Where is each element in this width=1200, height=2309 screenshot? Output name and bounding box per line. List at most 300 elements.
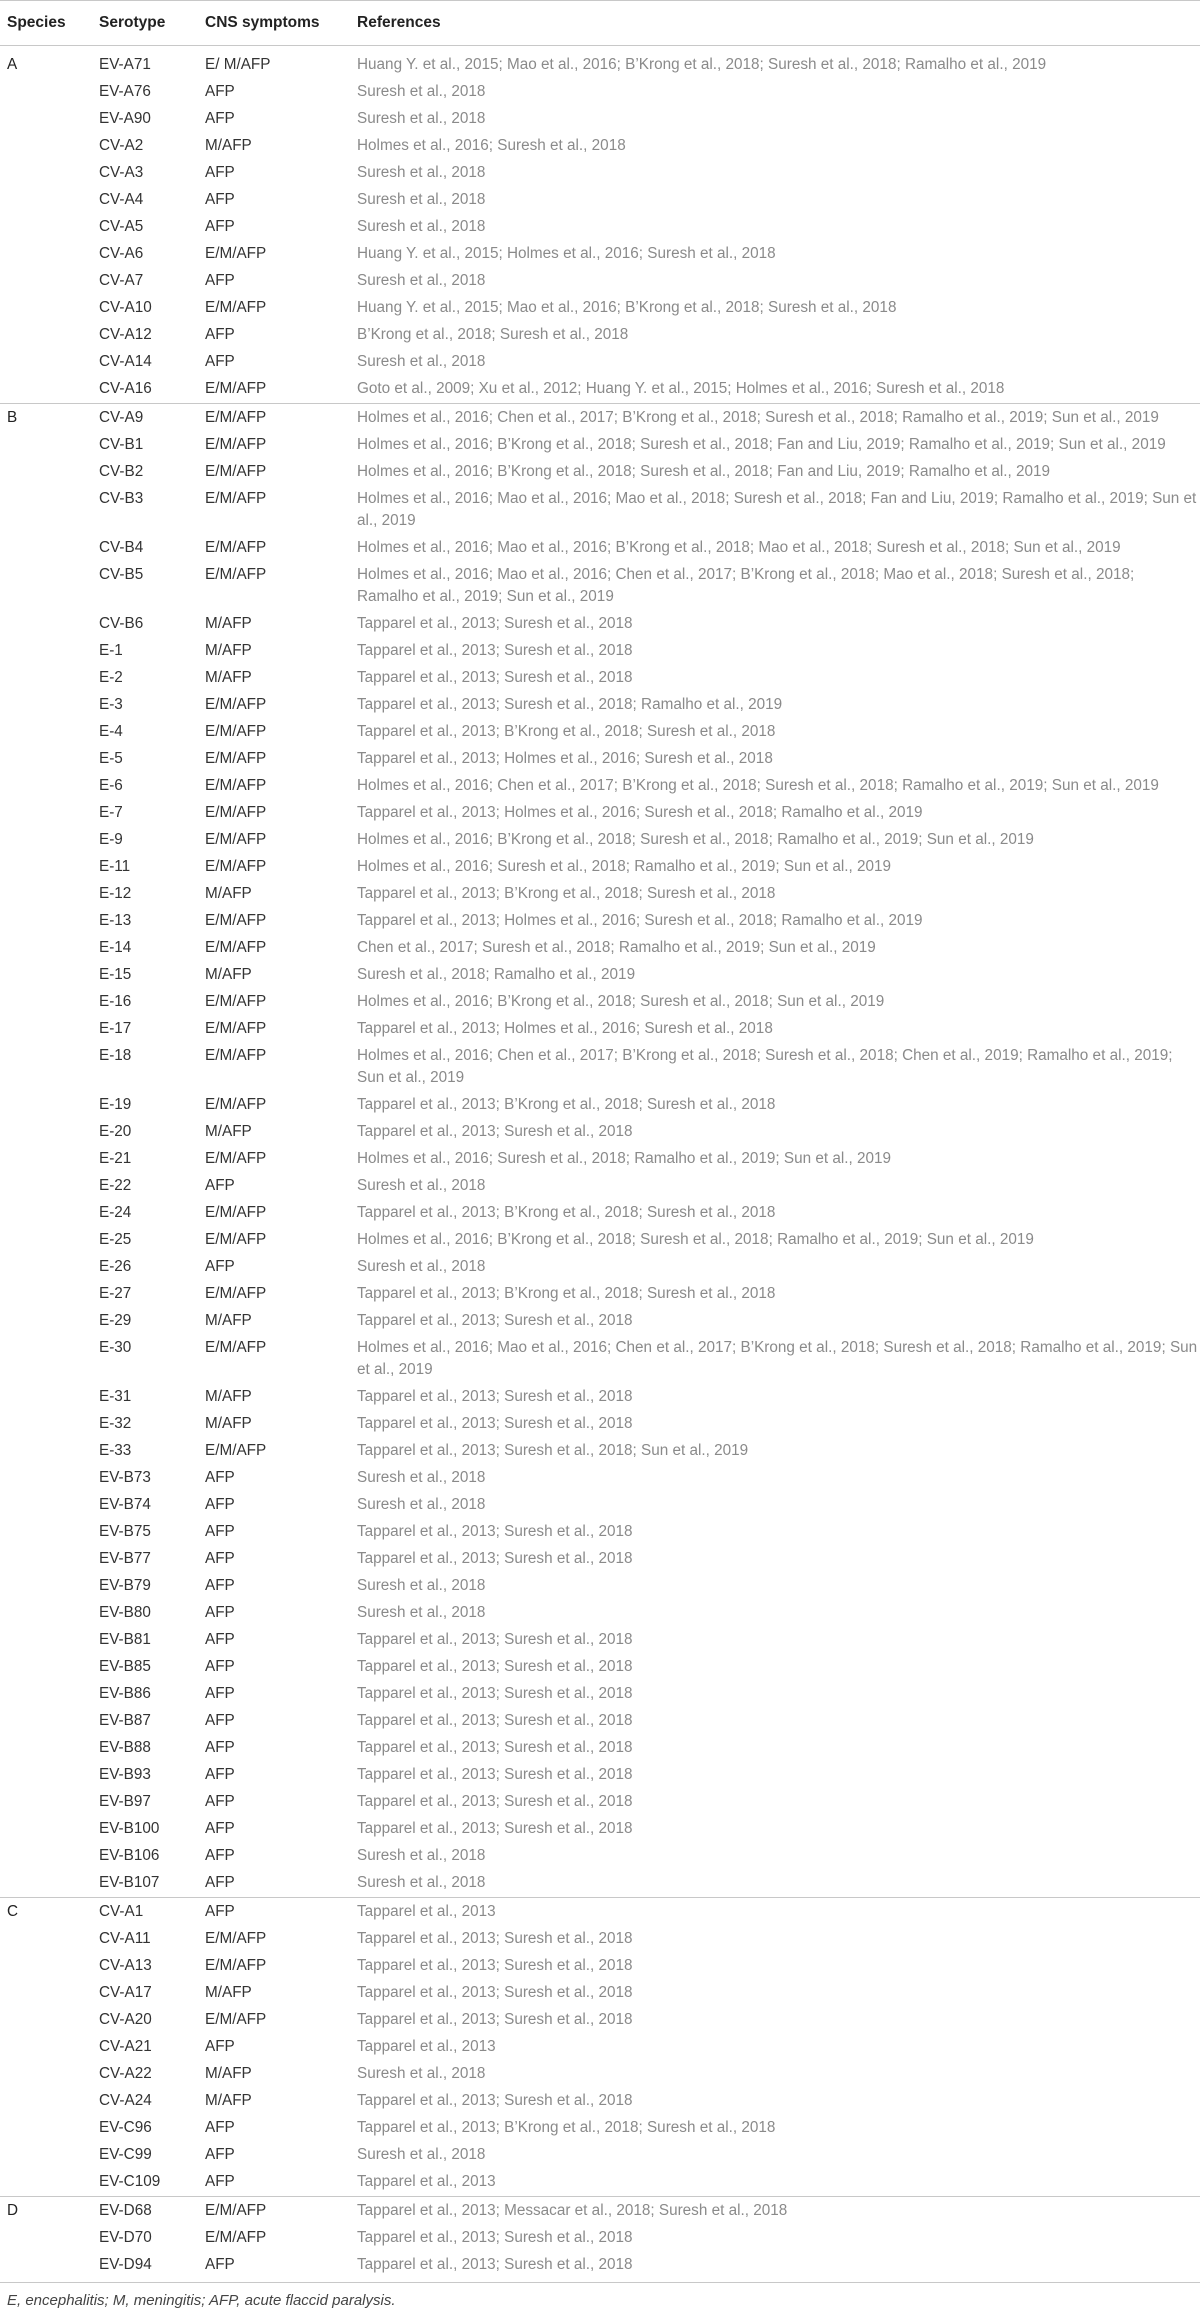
table-row [0,1735,1200,1762]
species-cell [0,665,91,692]
species-cell [0,1573,91,1600]
species-cell [0,1200,91,1227]
table-row [0,1411,1200,1438]
references-cell: Suresh et al., 2018 [357,2146,486,2163]
serotype-cell: E-11 [99,858,131,875]
cns-symptoms-cell: AFP [205,1469,235,1486]
cns-symptoms-cell: E/M/AFP [197,404,349,433]
cns-symptoms-cell: AFP [205,326,235,343]
references-cell: Tapparel et al., 2013; Suresh et al., 2018 [357,1793,633,1810]
table-row [0,1519,1200,1546]
references-cell: Tapparel et al., 2013; Suresh et al., 2018; Ramalho et al., 2019 [357,696,783,713]
table-row [0,1492,1200,1519]
table-row [0,1816,1200,1843]
references-cell: Holmes et al., 2016; B’Krong et al., 2018; Suresh et al., 2018; Fan and Liu, 2019; Ramalho et al., 2019 [357,463,1051,480]
table-row [0,638,1200,665]
cns-symptoms-cell: AFP [205,1604,235,1621]
species-cell [0,1092,91,1119]
cns-symptoms-cell: E/M/AFP [205,1285,267,1302]
serotype-cell: CV-A10 [99,299,152,316]
serotype-cell: E-30 [99,1339,132,1356]
references-cell: Tapparel et al., 2013; B’Krong et al., 2018; Suresh et al., 2018 [357,2119,776,2136]
species-cell [0,1492,91,1519]
table-row [0,1546,1200,1573]
table-row [0,160,1200,187]
serotype-cell: CV-A12 [99,326,152,343]
species-cell [0,935,91,962]
serotype-cell: EV-D94 [99,2256,152,2273]
table-row [0,187,1200,214]
cns-symptoms-cell: E/M/AFP [205,777,267,794]
serotype-cell: EV-B87 [99,1712,151,1729]
serotype-cell: EV-A90 [99,110,151,127]
cns-symptoms-cell: AFP [205,353,235,370]
references-cell: Tapparel et al., 2013; Suresh et al., 2018 [357,642,633,659]
species-cell [0,1681,91,1708]
table-footnote: E, encephalitis; M, meningitis; AFP, acute flaccid paralysis. [7,2292,396,2309]
table-row [0,432,1200,459]
cns-symptoms-cell: M/AFP [205,615,252,632]
cns-symptoms-cell: AFP [205,1577,235,1594]
cns-symptoms-cell: E/M/AFP [205,1047,267,1064]
species-cell [0,1843,91,1870]
serotype-cell: EV-B73 [99,1469,151,1486]
serotype-cell: EV-B97 [99,1793,151,1810]
table-row [0,989,1200,1016]
references-cell: Holmes et al., 2016; Suresh et al., 2018; Ramalho et al., 2019; Sun et al., 2019 [357,1150,892,1167]
cns-symptoms-cell: E/M/AFP [205,939,267,956]
table-row [0,1600,1200,1627]
cns-symptoms-cell: E/M/AFP [205,696,267,713]
header-serotype: Serotype [91,1,197,46]
table-row [0,1146,1200,1173]
table-row [0,2088,1200,2115]
species-cell [0,1119,91,1146]
table-row [0,800,1200,827]
table-row [0,881,1200,908]
references-cell: Tapparel et al., 2013; B’Krong et al., 2018; Suresh et al., 2018 [357,1096,776,1113]
cns-symptoms-cell: E/M/AFP [205,831,267,848]
references-cell: Tapparel et al., 2013; Suresh et al., 2018 [357,1415,633,1432]
cns-symptoms-cell: E/M/AFP [205,750,267,767]
cns-symptoms-cell: E/M/AFP [205,463,267,480]
cns-symptoms-cell: AFP [205,2256,235,2273]
table-row [0,1227,1200,1254]
references-cell: Tapparel et al., 2013 [349,1898,1200,1927]
references-cell: Tapparel et al., 2013; Suresh et al., 2018 [357,2229,633,2246]
species-cell [0,1465,91,1492]
cns-symptoms-cell: AFP [205,272,235,289]
table-header [0,1,1200,46]
table-row [0,1681,1200,1708]
species-cell [0,1870,91,1898]
serotype-cell: CV-A20 [99,2011,152,2028]
table-row [0,1953,1200,1980]
serotype-cell: CV-A9 [91,404,197,433]
cns-symptoms-cell: AFP [205,1847,235,1864]
species-cell [0,106,91,133]
references-cell: Holmes et al., 2016; Chen et al., 2017; B’Krong et al., 2018; Suresh et al., 2018; Ramalho et al., 2019; Sun et al., 2019 [357,777,1159,794]
references-cell: Suresh et al., 2018 [357,1258,486,1275]
cns-symptoms-cell: AFP [205,1177,235,1194]
table-row [0,1898,1200,1927]
header-references: References [349,1,1200,46]
cns-symptoms-cell: AFP [205,1631,235,1648]
serotype-cell: CV-A7 [99,272,144,289]
references-cell: Tapparel et al., 2013; B’Krong et al., 2018; Suresh et al., 2018 [357,1204,776,1221]
serotype-cell: E-25 [99,1231,132,1248]
serotype-cell: CV-A6 [99,245,144,262]
table-row [0,1926,1200,1953]
serotype-cell: CV-A5 [99,218,144,235]
serotype-cell: EV-B77 [99,1550,151,1567]
table-row [0,79,1200,106]
species-cell [0,611,91,638]
cns-symptoms-cell: E/M/AFP [205,858,267,875]
species-cell [0,1816,91,1843]
table-row [0,1173,1200,1200]
cns-symptoms-cell: AFP [205,1739,235,1756]
serotype-cell: CV-A11 [99,1930,151,1947]
serotype-cell: E-17 [99,1020,132,1037]
species-cell [0,638,91,665]
species-cell [0,2034,91,2061]
references-cell: Tapparel et al., 2013; Suresh et al., 2018 [357,2011,633,2028]
species-cell: D [0,2197,91,2226]
serotype-cell: E-24 [99,1204,132,1221]
serotype-cell: E-33 [99,1442,132,1459]
table-row [0,692,1200,719]
references-cell: Suresh et al., 2018 [357,1874,486,1891]
serotype-cell: CV-B2 [99,463,144,480]
table-row [0,611,1200,638]
references-cell: Holmes et al., 2016; Chen et al., 2017; B’Krong et al., 2018; Suresh et al., 2018; Ramalho et al., 2019; Sun et al., 2019 [349,404,1200,433]
species-cell [0,432,91,459]
table-row [0,1119,1200,1146]
cns-symptoms-cell: E/M/AFP [205,2229,267,2246]
species-cell [0,2088,91,2115]
table-row [0,1016,1200,1043]
serotype-cell: EV-D70 [99,2229,152,2246]
species-cell [0,773,91,800]
cns-symptoms-cell: AFP [205,2146,235,2163]
species-cell [0,1016,91,1043]
table-row [0,719,1200,746]
cns-symptoms-cell: AFP [205,1685,235,1702]
table-body [0,46,1200,2283]
cns-symptoms-cell: M/AFP [205,1388,252,1405]
references-cell: Suresh et al., 2018 [357,272,486,289]
species-cell [0,268,91,295]
serotype-cell: E-18 [99,1047,132,1064]
table-row [0,1254,1200,1281]
references-cell: Tapparel et al., 2013; B’Krong et al., 2018; Suresh et al., 2018 [357,1285,776,1302]
table-row [0,562,1200,611]
table-row [0,535,1200,562]
cns-symptoms-cell: M/AFP [205,1415,252,1432]
cns-symptoms-cell: M/AFP [205,885,252,902]
cns-symptoms-cell: AFP [205,218,235,235]
serotype-cell: E-26 [99,1258,132,1275]
species-cell [0,692,91,719]
species-cell [0,1789,91,1816]
species-cell [0,2169,91,2197]
serotype-cell: E-21 [99,1150,132,1167]
table-row [0,1843,1200,1870]
serotype-cell: CV-A17 [99,1984,152,2001]
references-cell: Suresh et al., 2018 [357,1496,486,1513]
serotype-cell: E-12 [99,885,132,902]
cns-symptoms-cell: E/M/AFP [197,2197,349,2226]
references-cell: Suresh et al., 2018 [357,164,486,181]
species-cell [0,1546,91,1573]
table-row [0,295,1200,322]
table-row [0,962,1200,989]
serotype-cell: CV-A2 [99,137,144,154]
references-cell: Tapparel et al., 2013; Holmes et al., 2016; Suresh et al., 2018; Ramalho et al., 2019 [357,912,923,929]
references-cell: Tapparel et al., 2013; Suresh et al., 2018 [357,1312,633,1329]
references-cell: Suresh et al., 2018 [357,1847,486,1864]
species-cell [0,1281,91,1308]
species-cell [0,2061,91,2088]
serotype-cell: E-27 [99,1285,132,1302]
table-row [0,459,1200,486]
serotype-cell: E-5 [99,750,123,767]
serotype-cell: E-3 [99,696,123,713]
species-cell [0,854,91,881]
species-cell [0,2142,91,2169]
cns-symptoms-cell: E/M/AFP [205,1442,267,1459]
table-row [0,376,1200,404]
table-row [0,908,1200,935]
references-cell: B’Krong et al., 2018; Suresh et al., 2018 [357,326,629,343]
references-cell: Holmes et al., 2016; Chen et al., 2017; B’Krong et al., 2018; Suresh et al., 2018; Chen et al., 2019; Ramalho et al., 2019; Sun et al., 2019 [357,1047,1173,1086]
references-cell: Tapparel et al., 2013 [357,2173,496,2190]
cns-symptoms-cell: E/M/AFP [205,1204,267,1221]
species-cell: B [0,404,91,433]
cns-symptoms-cell: E/M/AFP [205,993,267,1010]
species-cell [0,1254,91,1281]
cns-symptoms-cell: E/M/AFP [205,1957,267,1974]
table-row [0,322,1200,349]
cns-symptoms-cell: M/AFP [205,669,252,686]
species-cell [0,1519,91,1546]
table-row [0,935,1200,962]
species-cell [0,349,91,376]
serotype-cell: CV-B4 [99,539,144,556]
references-cell: Tapparel et al., 2013; Suresh et al., 2018 [357,615,633,632]
species-cell [0,1600,91,1627]
references-cell: Suresh et al., 2018 [357,1604,486,1621]
serotype-cell: EV-B100 [99,1820,160,1837]
table-row [0,2225,1200,2252]
table-row [0,1762,1200,1789]
cns-symptoms-cell: AFP [205,1793,235,1810]
references-cell: Suresh et al., 2018; Ramalho et al., 2019 [357,966,636,983]
references-cell: Holmes et al., 2016; B’Krong et al., 2018; Suresh et al., 2018; Sun et al., 2019 [357,993,885,1010]
cns-symptoms-cell: E/ M/AFP [205,56,271,73]
species-cell [0,160,91,187]
cns-symptoms-cell: E/M/AFP [205,912,267,929]
references-cell: Suresh et al., 2018 [357,83,486,100]
serotype-cell: EV-B85 [99,1658,151,1675]
species-cell [0,827,91,854]
cns-symptoms-cell: AFP [205,1712,235,1729]
serotype-cell: CV-A16 [99,380,152,397]
cns-symptoms-cell: E/M/AFP [205,299,267,316]
serotype-cell: EV-C96 [99,2119,152,2136]
species-cell [0,2252,91,2282]
references-cell: Tapparel et al., 2013; Holmes et al., 2016; Suresh et al., 2018 [357,1020,773,1037]
cns-symptoms-cell: E/M/AFP [205,1930,267,1947]
serotype-cell: E-22 [99,1177,132,1194]
serotype-cell: EV-C99 [99,2146,152,2163]
cns-symptoms-cell: E/M/AFP [205,804,267,821]
references-cell: Tapparel et al., 2013; Suresh et al., 2018 [357,2092,633,2109]
references-cell: Tapparel et al., 2013; Suresh et al., 2018 [357,1523,633,1540]
species-cell [0,1762,91,1789]
serotype-cell: CV-A4 [99,191,144,208]
table-row [0,854,1200,881]
serotype-cell: CV-A1 [91,1898,197,1927]
serotype-cell: EV-B93 [99,1766,151,1783]
serotype-cell: CV-A13 [99,1957,152,1974]
serotype-cell: E-14 [99,939,132,956]
cns-symptoms-cell: AFP [205,83,235,100]
table-row [0,133,1200,160]
table-row [0,2034,1200,2061]
species-cell [0,535,91,562]
references-cell: Tapparel et al., 2013; Messacar et al., 2018; Suresh et al., 2018 [349,2197,1200,2226]
references-cell: Tapparel et al., 2013; Suresh et al., 2018 [357,1957,633,1974]
references-cell: Holmes et al., 2016; Mao et al., 2016; Mao et al., 2018; Suresh et al., 2018; Fan and Liu, 2019; Ramalho et al., 2019; Sun et al., 2019 [357,490,1197,529]
serotype-cell: E-13 [99,912,132,929]
table-row [0,241,1200,268]
serotype-cell: CV-B3 [99,490,144,507]
species-cell [0,1227,91,1254]
cns-symptoms-cell: E/M/AFP [205,1231,267,1248]
serotype-cell: E-19 [99,1096,132,1113]
references-cell: Tapparel et al., 2013; Suresh et al., 2018 [357,1685,633,1702]
table-row [0,268,1200,295]
table-row [0,1654,1200,1681]
cns-symptoms-cell: E/M/AFP [205,2011,267,2028]
species-cell: A [7,56,18,73]
serotype-cell: CV-B5 [99,566,144,583]
cns-symptoms-cell: E/M/AFP [205,1020,267,1037]
species-cell [0,133,91,160]
table-row [0,1335,1200,1384]
references-cell: Suresh et al., 2018 [357,1469,486,1486]
table-row [0,214,1200,241]
cns-symptoms-cell: E/M/AFP [205,539,267,556]
references-cell: Tapparel et al., 2013; Suresh et al., 2018; Sun et al., 2019 [357,1442,749,1459]
references-cell: Tapparel et al., 2013 [357,2038,496,2055]
species-cell [0,989,91,1016]
references-cell: Tapparel et al., 2013; Suresh et al., 2018 [357,1739,633,1756]
serotype-cell: E-20 [99,1123,132,1140]
cns-symptoms-cell: E/M/AFP [205,723,267,740]
serotype-cell: CV-A24 [99,2092,152,2109]
references-cell: Huang Y. et al., 2015; Mao et al., 2016; B’Krong et al., 2018; Suresh et al., 2018 [357,299,897,316]
table-row [0,827,1200,854]
serotype-cell: CV-A14 [99,353,152,370]
species-cell [0,1926,91,1953]
species-cell [0,1384,91,1411]
references-cell: Goto et al., 2009; Xu et al., 2012; Huang Y. et al., 2015; Holmes et al., 2016; Suresh et al., 2018 [357,380,1005,397]
cns-symptoms-cell: AFP [205,1523,235,1540]
serotype-cell: E-31 [99,1388,132,1405]
cns-symptoms-cell: AFP [205,1820,235,1837]
table-row [0,1627,1200,1654]
references-cell: Suresh et al., 2018 [357,353,486,370]
cns-symptoms-cell: M/AFP [205,1123,252,1140]
table-row [0,1384,1200,1411]
references-cell: Tapparel et al., 2013; Suresh et al., 2018 [357,1550,633,1567]
table-row [0,486,1200,535]
references-cell: Tapparel et al., 2013; Suresh et al., 2018 [357,1820,633,1837]
serotype-cell: EV-B75 [99,1523,151,1540]
references-cell: Holmes et al., 2016; Mao et al., 2016; Chen et al., 2017; B’Krong et al., 2018; Mao et al., 2018; Suresh et al., 2018; Ramalho et al., 2019; Sun et al., 2019 [357,566,1135,605]
cns-symptoms-cell: AFP [205,2119,235,2136]
serotype-cell: EV-B80 [99,1604,151,1621]
species-cell [0,79,91,106]
table-row [0,2197,1200,2226]
table-row [0,404,1200,433]
cns-symptoms-cell: AFP [197,1898,349,1927]
species-cell [0,1043,91,1092]
references-cell: Holmes et al., 2016; B’Krong et al., 2018; Suresh et al., 2018; Fan and Liu, 2019; Ramalho et al., 2019; Sun et al., 2019 [357,436,1166,453]
serotype-cell: EV-A71 [99,56,151,73]
cns-symptoms-cell: E/M/AFP [205,1096,267,1113]
serotype-cell: E-29 [99,1312,132,1329]
references-cell: Holmes et al., 2016; Mao et al., 2016; B’Krong et al., 2018; Mao et al., 2018; Suresh et al., 2018; Sun et al., 2019 [357,539,1121,556]
serotype-cell: EV-B107 [99,1874,160,1891]
references-cell: Suresh et al., 2018 [357,218,486,235]
species-cell [0,2225,91,2252]
cns-symptoms-cell: AFP [205,110,235,127]
references-cell: Tapparel et al., 2013; Suresh et al., 2018 [357,1388,633,1405]
cns-symptoms-cell: E/M/AFP [205,245,267,262]
species-cell [0,322,91,349]
header-species: Species [0,1,91,46]
references-cell: Tapparel et al., 2013; Suresh et al., 2018 [357,1930,633,1947]
species-cell [0,1438,91,1465]
serotype-cell: CV-B6 [99,615,144,632]
references-cell: Suresh et al., 2018 [357,191,486,208]
references-cell: Tapparel et al., 2013; Holmes et al., 2016; Suresh et al., 2018 [357,750,773,767]
serotype-cell: E-6 [99,777,123,794]
table-row [0,1200,1200,1227]
table-row [0,665,1200,692]
cns-symptoms-cell: E/M/AFP [205,1339,267,1356]
cns-symptoms-cell: E/M/AFP [205,380,267,397]
references-cell: Chen et al., 2017; Suresh et al., 2018; Ramalho et al., 2019; Sun et al., 2019 [357,939,876,956]
references-cell: Suresh et al., 2018 [357,110,486,127]
table-row [0,746,1200,773]
serotype-cell: CV-A3 [99,164,144,181]
table-row [0,2169,1200,2197]
cns-symptoms-cell: AFP [205,1496,235,1513]
serotype-cell: EV-B81 [99,1631,151,1648]
cns-symptoms-cell: M/AFP [205,966,252,983]
table-row [0,349,1200,376]
serotype-cell: E-15 [99,966,132,983]
serotype-cell: E-9 [99,831,123,848]
species-cell [0,1627,91,1654]
species-cell [0,1173,91,1200]
species-cell [0,295,91,322]
